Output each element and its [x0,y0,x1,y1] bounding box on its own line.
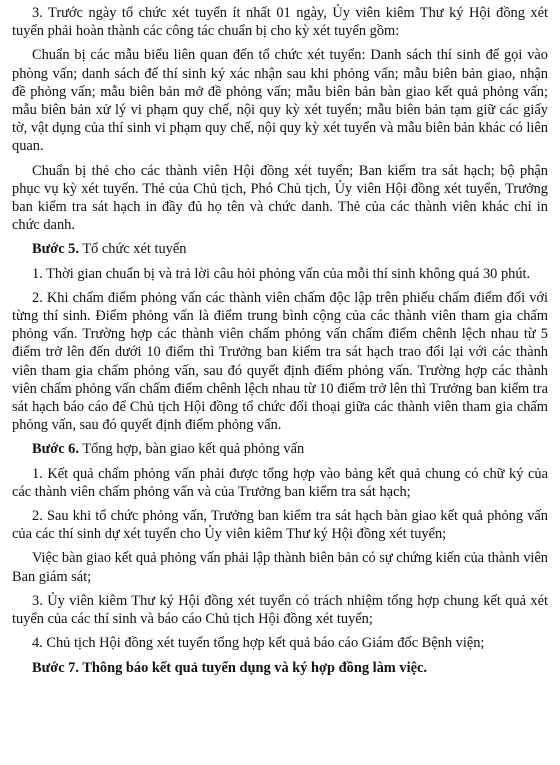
paragraph-secretary-report: 3. Ủy viên kiêm Thư ký Hội đồng xét tuyển có trách nhiệm tổng hợp chung kết quả xét tuyển của các thí sinh và báo cáo Chủ tịch Hội đồng xét tuyển; [12,592,548,628]
paragraph-forms-prep: Chuẩn bị các mẫu biểu liên quan đến tổ chức xét tuyển: Danh sách thí sinh để gọi vào phòng vấn; danh sách để thí sinh ký xác nhận sau khi phỏng vấn; mẫu biên bản giao, nhận đề phỏng vấn; mẫu biên bản mở đề phỏng vấn; mẫu biên bản bàn giao kết quả phỏng vấn; mẫu biên bản xử lý vi phạm quy chế, nội quy kỳ xét tuyển; mẫu biên bản tạm giữ các giấy tờ, vật dụng của thí sinh vi phạm quy chế, nội quy kỳ xét tuyển và mẫu biên bản khác có liên quan. [12,47,548,155]
paragraph-interview-scoring: 2. Khi chấm điểm phỏng vấn các thành viên chấm độc lập trên phiếu chấm điểm đối với từng thí sinh. Điểm phỏng vấn là điểm trung bình cộng của các thành viên tham gia chấm phỏng vấn. Trường hợp các thành viên chấm phỏng vấn chấm điểm chênh lệch nhau từ 5 điểm trở lên đến dưới 10 điểm thì Trưởng ban kiểm tra sát hạch trao đổi lại với các thành viên tham gia chấm phỏng vấn, sau đó quyết định điểm phỏng vấn. Trường hợp các thành viên chấm phỏng vấn chấm điểm chênh lệch nhau từ 10 điểm trở lên thì Trưởng ban kiểm tra sát hạch báo cáo để Chủ tịch Hội đồng tổ chức đối thoại giữa các thành viên tham gia chấm phỏng vấn, sau đó quyết định điểm phỏng vấn. [12,289,548,434]
step-6-label: Bước 6. [32,441,79,458]
step-5-title: Tổ chức xét tuyển [78,241,187,258]
step-5-label: Bước 5. [32,241,79,258]
step-5-heading [12,240,548,258]
paragraph-result-summary: 1. Kết quả chấm phỏng vấn phải được tổng hợp vào bảng kết quả chung có chữ ký của các thành viên chấm phỏng vấn và của Trưởng ban kiểm tra sát hạch; [12,465,548,500]
paragraph-result-handover: 2. Sau khi tổ chức phỏng vấn, Trưởng ban kiểm tra sát hạch bàn giao kết quả phỏng vấn của các thí sinh dự xét tuyển cho Ủy viên kiêm Thư ký Hội đồng xét tuyển; [12,508,548,543]
paragraph-handover-minutes: Việc bàn giao kết quả phỏng vấn phải lập thành biên bản có sự chứng kiến của thành viên Ban giám sát; [12,550,548,585]
paragraph-item-3: 3. Trước ngày tổ chức xét tuyển ít nhất 01 ngày, Ủy viên kiêm Thư ký Hội đồng xét tuyển phải hoàn thành các công tác chuẩn bị cho kỳ xét tuyển gồm: [12,5,548,40]
step-6-title: Tổng hợp, bàn giao kết quả phỏng vấn [78,441,305,458]
paragraph-interview-time: 1. Thời gian chuẩn bị và trả lời câu hỏi phỏng vấn của mỗi thí sinh không quá 30 phút. [32,265,531,282]
step-6-heading [12,440,548,458]
paragraph-chairman-report: 4. Chủ tịch Hội đồng xét tuyển tổng hợp kết quả báo cáo Giám đốc Bệnh viện; [32,635,485,652]
paragraph-badges-prep: Chuẩn bị thẻ cho các thành viên Hội đồng xét tuyển; Ban kiểm tra sát hạch; bộ phận phục vụ kỳ xét tuyển. Thẻ của Chủ tịch, Phó Chủ tịch, Ủy viên Hội đồng xét tuyển, Trưởng ban kiểm tra sát hạch in đầy đủ họ tên và chức danh. Thẻ của các thành viên khác chỉ in chức danh. [12,162,548,234]
step-7-heading: Bước 7. Thông báo kết quả tuyển dụng và ký hợp đồng làm việc. [32,659,427,676]
